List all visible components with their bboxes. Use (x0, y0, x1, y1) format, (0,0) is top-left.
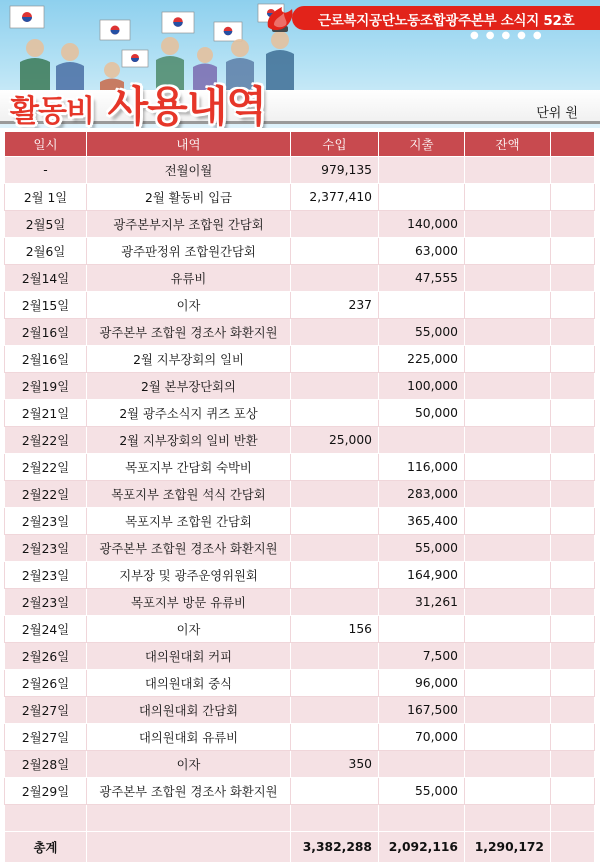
balance-cell (465, 616, 551, 643)
income-cell: 979,135 (291, 157, 379, 184)
description-cell: 대의원대회 유류비 (87, 724, 291, 751)
table-row (5, 427, 595, 454)
table-row (5, 508, 595, 535)
date-cell: 2월16일 (5, 346, 87, 373)
balance-cell (465, 157, 551, 184)
description-cell: 2월 지부장회의 일비 반환 (87, 427, 291, 454)
income-cell (291, 454, 379, 481)
expense-cell: 100,000 (379, 373, 465, 400)
extra-cell (551, 751, 595, 778)
column-header-expense: 지출 (379, 132, 465, 157)
expense-cell: 164,900 (379, 562, 465, 589)
income-cell (291, 373, 379, 400)
balance-cell (465, 670, 551, 697)
expense-cell: 55,000 (379, 535, 465, 562)
extra-cell (551, 238, 595, 265)
income-cell (291, 346, 379, 373)
date-cell: 2월28일 (5, 751, 87, 778)
table-row (5, 265, 595, 292)
income-cell (291, 238, 379, 265)
table-row (5, 778, 595, 805)
description-cell: 대의원대회 커피 (87, 643, 291, 670)
date-cell: 2월22일 (5, 481, 87, 508)
income-cell (291, 211, 379, 238)
description-cell: 목포지부 간담회 숙박비 (87, 454, 291, 481)
income-cell: 156 (291, 616, 379, 643)
extra-cell (551, 616, 595, 643)
balance-cell (465, 184, 551, 211)
income-cell (291, 400, 379, 427)
total-desc-cell (87, 832, 291, 863)
balance-cell (465, 211, 551, 238)
expense-cell: 70,000 (379, 724, 465, 751)
extra-cell (551, 373, 595, 400)
extra-cell (551, 589, 595, 616)
total-extra-cell (551, 832, 595, 863)
balance-cell (465, 778, 551, 805)
total-balance: 1,290,172 (465, 832, 551, 863)
extra-cell (551, 292, 595, 319)
table-row (5, 346, 595, 373)
description-cell: 광주본부 조합원 경조사 화환지원 (87, 778, 291, 805)
date-cell: 2월15일 (5, 292, 87, 319)
expense-cell: 283,000 (379, 481, 465, 508)
balance-cell (465, 346, 551, 373)
extra-cell (551, 157, 595, 184)
empty-cell (87, 805, 291, 832)
table-row (5, 697, 595, 724)
expense-cell: 96,000 (379, 670, 465, 697)
balance-cell (465, 481, 551, 508)
column-header-desc: 내역 (87, 132, 291, 157)
expense-cell: 31,261 (379, 589, 465, 616)
expense-cell (379, 292, 465, 319)
extra-cell (551, 697, 595, 724)
total-row (5, 832, 595, 863)
date-cell: 2월19일 (5, 373, 87, 400)
unit-label: 단위 원 (536, 106, 578, 121)
page-title-main: 활동비 (10, 94, 94, 128)
table-row (5, 589, 595, 616)
table-row (5, 211, 595, 238)
balance-cell (465, 562, 551, 589)
description-cell: 광주본부지부 조합원 간담회 (87, 211, 291, 238)
date-cell: 2월23일 (5, 589, 87, 616)
table-row (5, 643, 595, 670)
extra-cell (551, 454, 595, 481)
income-cell (291, 697, 379, 724)
total-expense: 2,092,116 (379, 832, 465, 863)
income-cell (291, 778, 379, 805)
income-cell (291, 481, 379, 508)
empty-cell (5, 805, 87, 832)
date-cell: 2월27일 (5, 697, 87, 724)
newsletter-banner (292, 6, 600, 30)
date-cell: 2월21일 (5, 400, 87, 427)
date-cell: 2월22일 (5, 454, 87, 481)
balance-cell (465, 589, 551, 616)
income-cell (291, 535, 379, 562)
description-cell: 이자 (87, 616, 291, 643)
date-cell: - (5, 157, 87, 184)
description-cell: 대의원대회 간담회 (87, 697, 291, 724)
income-cell (291, 724, 379, 751)
expense-cell: 47,555 (379, 265, 465, 292)
income-cell (291, 508, 379, 535)
description-cell: 목포지부 조합원 석식 간담회 (87, 481, 291, 508)
description-cell: 2월 광주소식지 퀴즈 포상 (87, 400, 291, 427)
income-cell (291, 670, 379, 697)
flag-icon (10, 4, 284, 67)
expense-cell (379, 751, 465, 778)
total-label: 총계 (5, 832, 87, 863)
income-cell: 237 (291, 292, 379, 319)
table-row (5, 400, 595, 427)
table-row (5, 535, 595, 562)
description-cell: 목포지부 방문 유류비 (87, 589, 291, 616)
date-cell: 2월29일 (5, 778, 87, 805)
table-row (5, 319, 595, 346)
table-row (5, 724, 595, 751)
extra-cell (551, 427, 595, 454)
income-cell (291, 589, 379, 616)
date-cell: 2월 1일 (5, 184, 87, 211)
expense-cell: 365,400 (379, 508, 465, 535)
table-row (5, 454, 595, 481)
balance-cell (465, 751, 551, 778)
extra-cell (551, 184, 595, 211)
column-header-extra (551, 132, 595, 157)
balance-cell (465, 265, 551, 292)
expense-cell (379, 427, 465, 454)
table-body (5, 157, 595, 863)
balance-cell (465, 697, 551, 724)
total-income: 3,382,288 (291, 832, 379, 863)
table-row (5, 238, 595, 265)
expense-cell: 50,000 (379, 400, 465, 427)
income-cell: 350 (291, 751, 379, 778)
balance-cell (465, 508, 551, 535)
extra-cell (551, 400, 595, 427)
income-cell (291, 319, 379, 346)
expense-cell: 63,000 (379, 238, 465, 265)
description-cell: 광주본부 조합원 경조사 화환지원 (87, 319, 291, 346)
column-header-income: 수입 (291, 132, 379, 157)
date-cell: 2월27일 (5, 724, 87, 751)
description-cell: 2월 지부장회의 일비 (87, 346, 291, 373)
date-cell: 2월14일 (5, 265, 87, 292)
empty-cell (291, 805, 379, 832)
extra-cell (551, 562, 595, 589)
description-cell: 광주본부 조합원 경조사 화환지원 (87, 535, 291, 562)
table-row (5, 184, 595, 211)
page-title-accent: 사용내역 (107, 82, 266, 128)
date-cell: 2월24일 (5, 616, 87, 643)
description-cell: 지부장 및 광주운영위원회 (87, 562, 291, 589)
table-row (5, 562, 595, 589)
extra-cell (551, 319, 595, 346)
table-row (5, 670, 595, 697)
balance-cell (465, 373, 551, 400)
extra-cell (551, 346, 595, 373)
expense-cell (379, 157, 465, 184)
expense-cell: 7,500 (379, 643, 465, 670)
extra-cell (551, 211, 595, 238)
extra-cell (551, 670, 595, 697)
empty-cell (465, 805, 551, 832)
balance-cell (465, 238, 551, 265)
balance-cell (465, 427, 551, 454)
expense-cell (379, 616, 465, 643)
extra-cell (551, 535, 595, 562)
income-cell (291, 643, 379, 670)
expense-cell: 116,000 (379, 454, 465, 481)
table-row (5, 292, 595, 319)
table-header-row (5, 132, 595, 157)
header (0, 0, 600, 128)
expense-cell: 167,500 (379, 697, 465, 724)
balance-cell (465, 535, 551, 562)
expense-table (4, 131, 595, 863)
date-cell: 2월23일 (5, 535, 87, 562)
empty-cell (379, 805, 465, 832)
date-cell: 2월23일 (5, 508, 87, 535)
income-cell: 2,377,410 (291, 184, 379, 211)
page-title (10, 74, 266, 128)
description-cell: 목포지부 조합원 간담회 (87, 508, 291, 535)
expense-cell: 225,000 (379, 346, 465, 373)
column-header-date: 일시 (5, 132, 87, 157)
table-row (5, 157, 595, 184)
decorative-dots: ●●●●● (470, 30, 549, 41)
date-cell: 2월5일 (5, 211, 87, 238)
table-row (5, 616, 595, 643)
extra-cell (551, 724, 595, 751)
extra-cell (551, 481, 595, 508)
table-row (5, 481, 595, 508)
extra-cell (551, 265, 595, 292)
description-cell: 2월 활동비 입금 (87, 184, 291, 211)
column-header-balance: 잔액 (465, 132, 551, 157)
date-cell: 2월26일 (5, 670, 87, 697)
description-cell: 대의원대회 중식 (87, 670, 291, 697)
date-cell: 2월16일 (5, 319, 87, 346)
expense-cell: 55,000 (379, 319, 465, 346)
expense-cell: 140,000 (379, 211, 465, 238)
balance-cell (465, 400, 551, 427)
description-cell: 2월 본부장단회의 (87, 373, 291, 400)
table-row-empty (5, 805, 595, 832)
income-cell: 25,000 (291, 427, 379, 454)
extra-cell (551, 508, 595, 535)
description-cell: 이자 (87, 751, 291, 778)
date-cell: 2월22일 (5, 427, 87, 454)
description-cell: 유류비 (87, 265, 291, 292)
table-row (5, 373, 595, 400)
date-cell: 2월23일 (5, 562, 87, 589)
date-cell: 2월6일 (5, 238, 87, 265)
expense-cell (379, 184, 465, 211)
description-cell: 전월이월 (87, 157, 291, 184)
balance-cell (465, 319, 551, 346)
newsletter-title: 근로복지공단노동조합광주본부 소식지 52호 (318, 13, 575, 29)
balance-cell (465, 292, 551, 319)
description-cell: 광주판정위 조합원간담회 (87, 238, 291, 265)
income-cell (291, 562, 379, 589)
empty-cell (551, 805, 595, 832)
income-cell (291, 265, 379, 292)
table-row (5, 751, 595, 778)
balance-cell (465, 643, 551, 670)
description-cell: 이자 (87, 292, 291, 319)
expense-cell: 55,000 (379, 778, 465, 805)
balance-cell (465, 454, 551, 481)
extra-cell (551, 778, 595, 805)
extra-cell (551, 643, 595, 670)
date-cell: 2월26일 (5, 643, 87, 670)
flame-logo-icon (264, 3, 298, 33)
balance-cell (465, 724, 551, 751)
expense-table-wrapper (4, 131, 594, 863)
